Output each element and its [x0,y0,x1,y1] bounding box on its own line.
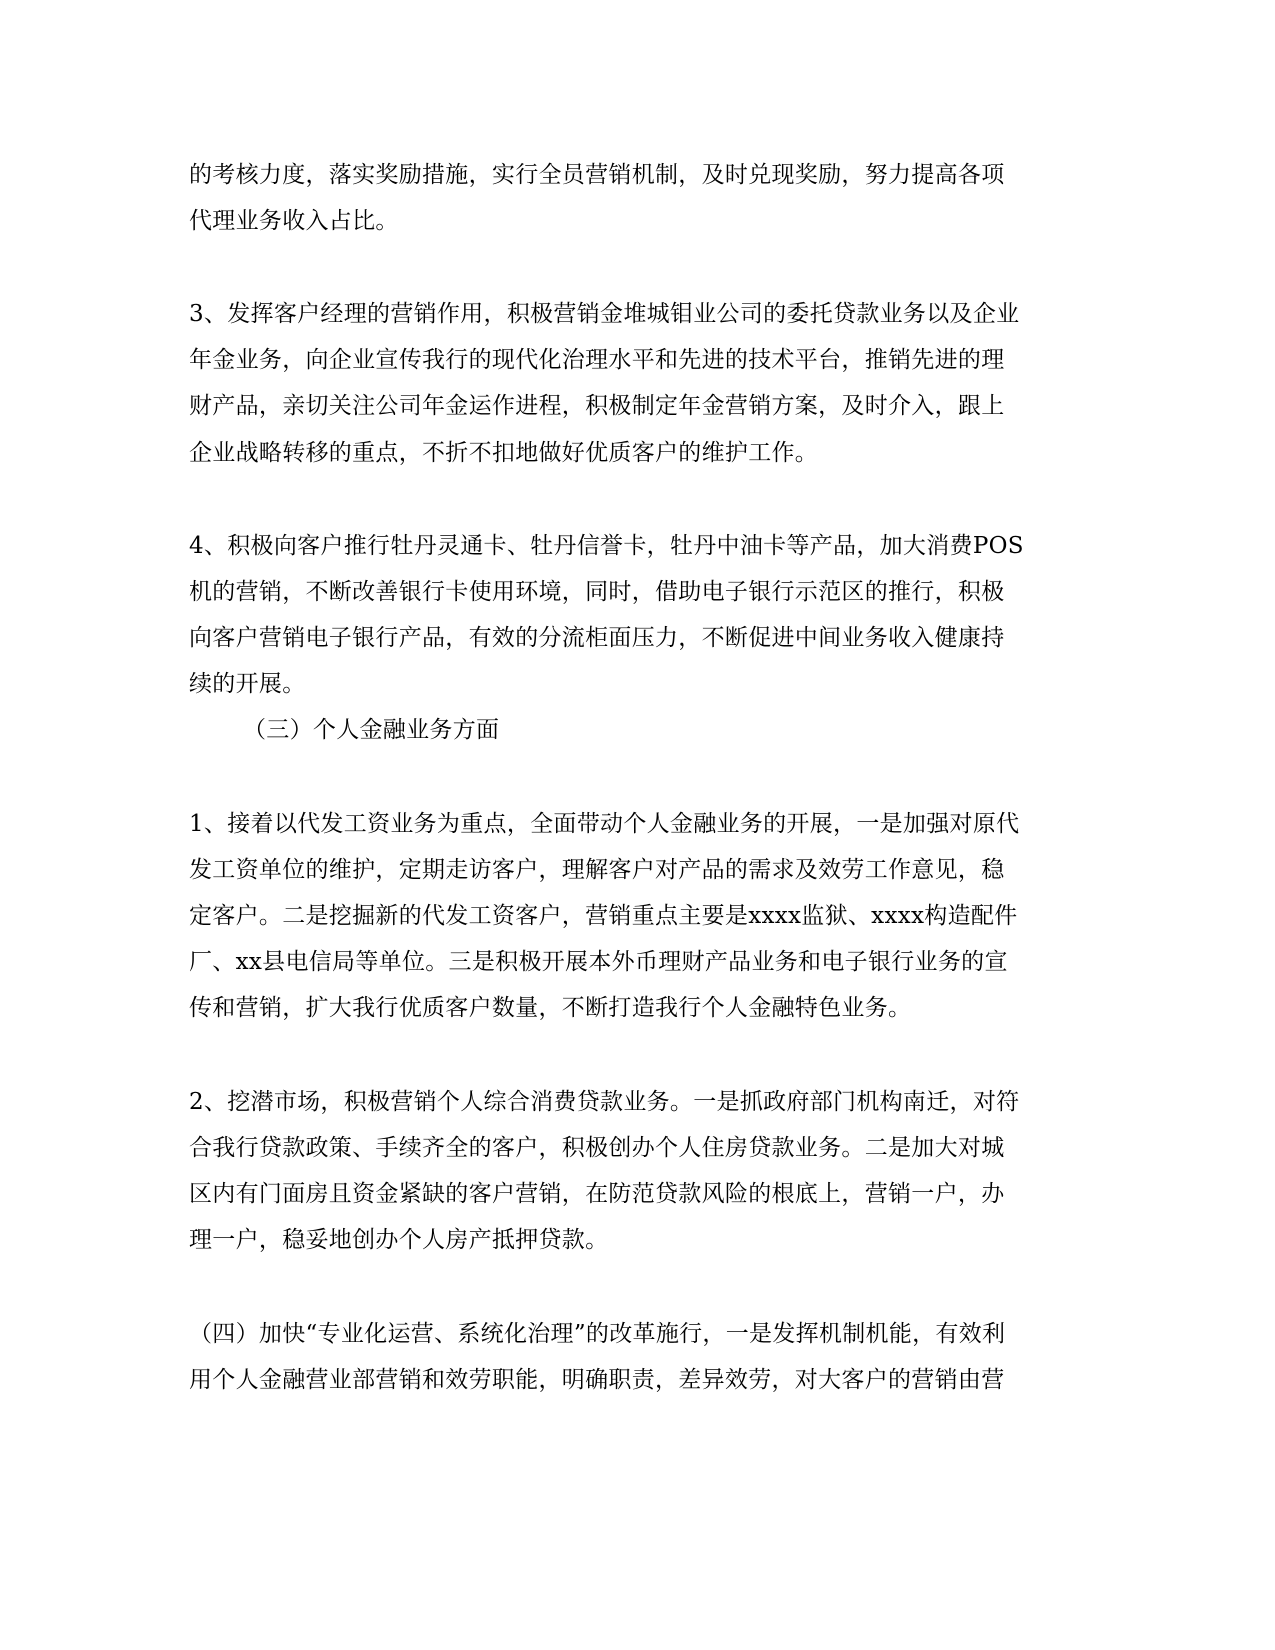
text-line: 合我行贷款政策、手续齐全的客户，积极创办个人住房贷款业务。二是加大对城 [189,1135,1005,1161]
text-line: 2、挖潜市场，积极营销个人综合消费贷款业务。一是抓政府部门机构南迁，对符 [189,1089,1020,1115]
text-line: 3、发挥客户经理的营销作用，积极营销金堆城钼业公司的委托贷款业务以及企业 [189,301,1020,327]
text-line: 1、接着以代发工资业务为重点，全面带动个人金融业务的开展，一是加强对原代 [189,811,1020,837]
text-line: 区内有门面房且资金紧缺的客户营销，在防范贷款风险的根底上，营销一户，办 [189,1181,1005,1207]
text-line: 定客户。二是挖掘新的代发工资客户，营销重点主要是xxxx监狱、xxxx构造配件 [189,903,1018,929]
text-line: （四）加快“专业化运营、系统化治理”的改革施行，一是发挥机制机能，有效利 [189,1321,1006,1347]
text-line: 代理业务收入占比。 [189,208,399,234]
text-line: 理一户，稳妥地创办个人房产抵押贷款。 [189,1227,609,1253]
text-line: 年金业务，向企业宣传我行的现代化治理水平和先进的技术平台，推销先进的理 [189,347,1005,373]
text-line: 向客户营销电子银行产品，有效的分流柜面压力，不断促进中间业务收入健康持 [189,625,1005,651]
text-line: 厂、xx县电信局等单位。三是积极开展本外币理财产品业务和电子银行业务的宣 [189,949,1008,975]
section-heading: （三）个人金融业务方面 [243,717,500,743]
text-line: 续的开展。 [189,671,306,697]
text-line: 发工资单位的维护，定期走访客户，理解客户对产品的需求及效劳工作意见，稳 [189,857,1005,883]
text-line: 财产品，亲切关注公司年金运作进程，积极制定年金营销方案，及时介入，跟上 [189,393,1005,419]
text-line: 传和营销，扩大我行优质客户数量，不断打造我行个人金融特色业务。 [189,995,912,1021]
text-line: 机的营销，不断改善银行卡使用环境，同时，借助电子银行示范区的推行，积极 [189,579,1005,605]
text-line: 用个人金融营业部营销和效劳职能，明确职责，差异效劳，对大客户的营销由营 [189,1367,1005,1393]
text-line: 的考核力度，落实奖励措施，实行全员营销机制，及时兑现奖励，努力提高各项 [189,162,1005,188]
text-line: 4、积极向客户推行牡丹灵通卡、牡丹信誉卡，牡丹中油卡等产品，加大消费POS [189,533,1024,559]
text-line: 企业战略转移的重点，不折不扣地做好优质客户的维护工作。 [189,440,819,466]
